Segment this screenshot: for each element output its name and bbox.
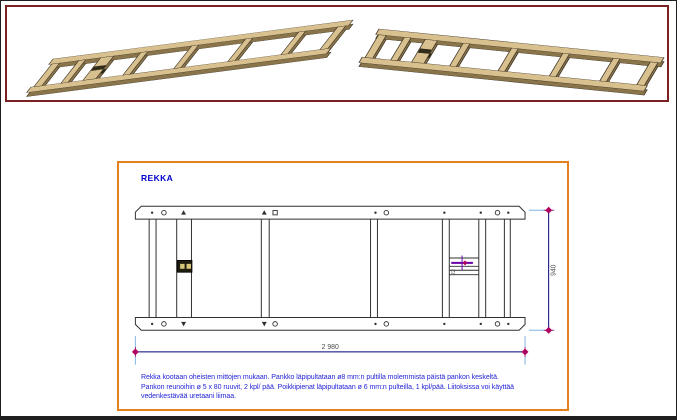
- dimension-length-value: 2 980: [321, 343, 339, 351]
- renders-panel: [5, 5, 669, 102]
- drawing-panel: [117, 161, 569, 411]
- assembly-notes-line: vedenkestävää uretaani liimaa.: [141, 393, 237, 400]
- dimension-detail: [451, 255, 473, 275]
- dimension-width: [529, 207, 558, 334]
- bottom-rail: [135, 317, 525, 330]
- frame-render-right: [359, 29, 664, 95]
- buckle-plate: [177, 260, 192, 272]
- dimension-length: [132, 336, 529, 365]
- assembly-notes: [141, 373, 565, 402]
- top-rail: [135, 206, 525, 219]
- dimension-detail-value: 22: [451, 268, 458, 276]
- frame-render-left: [27, 20, 353, 97]
- drawing-title: REKKA: [141, 173, 174, 183]
- frame-3d-renders: [7, 7, 666, 99]
- dimension-width-value: 940: [550, 264, 558, 276]
- assembly-notes-line: Pankon reunoihin ø 5 x 80 ruuvit, 2 kpl/ pää. Poikkipienat läpipultataan ø 6 mm:n pulteilla, 1 kpl/pää. Liitoksissa voi käyttää: [141, 383, 515, 391]
- frame-planks: [149, 218, 510, 318]
- assembly-notes-line: Rekka kootaan oheisten mittojen mukaan. Pankko läpipultataan ø8 mm:n pultilla molemmista päistä pankon keskeltä.: [141, 374, 499, 381]
